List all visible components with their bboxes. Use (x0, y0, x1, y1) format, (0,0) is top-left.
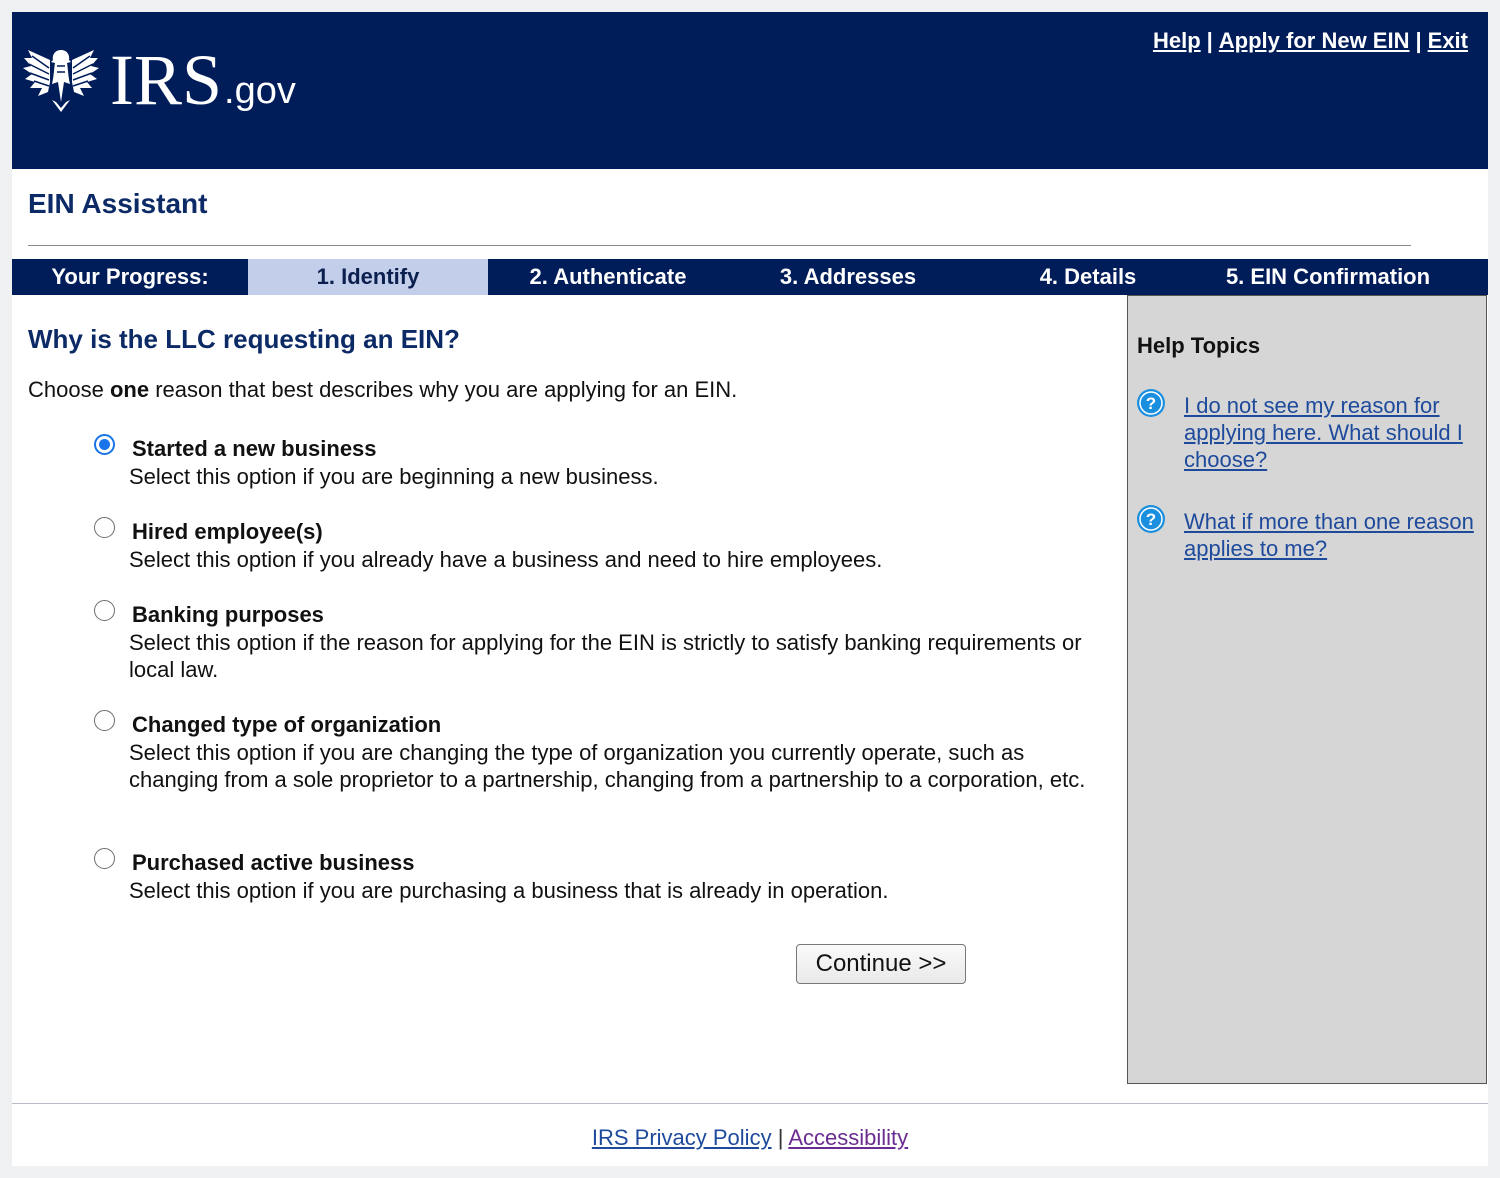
instruction-emphasis: one (109, 377, 150, 402)
help-link[interactable]: Help (1152, 28, 1201, 53)
logo-irs-text: IRS (110, 40, 223, 120)
apply-new-ein-link[interactable]: Apply for New EIN (1218, 28, 1410, 53)
option-description: Select this option if you already have a business and need to hire employees. (129, 547, 883, 572)
svg-text:?: ? (1145, 510, 1157, 529)
instruction-text (28, 377, 737, 403)
progress-step-authenticate: 2. Authenticate (529, 264, 687, 289)
question-mark-icon[interactable] (1136, 504, 1166, 534)
radio-hired-employees[interactable] (94, 517, 115, 538)
separator: | (1415, 28, 1422, 53)
help-topics-heading: Help Topics (1137, 333, 1261, 358)
privacy-policy-link[interactable]: IRS Privacy Policy (591, 1125, 772, 1150)
help-topic-link[interactable]: I do not see my reason for applying here. What should I choose? (1184, 393, 1463, 472)
help-topic-link[interactable]: What if more than one reason applies to me? (1184, 509, 1474, 561)
progress-label: Your Progress: (51, 264, 209, 289)
irs-logo[interactable] (22, 36, 296, 120)
logo-gov-text: .gov (224, 70, 296, 112)
radio-started-new-business[interactable] (94, 434, 115, 455)
radio-banking-purposes[interactable] (94, 600, 115, 621)
top-links (1153, 28, 1468, 54)
title-divider (28, 245, 1411, 246)
separator: | (1206, 28, 1213, 53)
progress-step-ein-confirmation: 5. EIN Confirmation (1225, 264, 1431, 289)
option-description: Select this option if you are changing the type of organization you currently operate, such as changing from a sole proprietor to a partnership, changing from a partnership to a corporation, etc. (129, 740, 1086, 792)
option-title[interactable]: Changed type of organization (132, 712, 442, 737)
option-title[interactable]: Hired employee(s) (132, 519, 323, 544)
exit-link[interactable]: Exit (1427, 28, 1468, 53)
progress-step-addresses: 3. Addresses (779, 264, 917, 289)
site-header (12, 12, 1488, 169)
option-description: Select this option if you are purchasing a business that is already in operation. (129, 878, 889, 903)
eagle-icon (22, 46, 100, 116)
svg-text:?: ? (1145, 394, 1157, 413)
footer (12, 1125, 1488, 1151)
progress-bar (12, 259, 1488, 295)
accessibility-link[interactable]: Accessibility (788, 1125, 909, 1150)
option-title[interactable]: Purchased active business (132, 850, 415, 875)
option-title[interactable]: Started a new business (132, 436, 377, 461)
page (12, 12, 1488, 1166)
progress-step-identify: 1. Identify (248, 259, 488, 295)
question-heading: Why is the LLC requesting an EIN? (28, 324, 460, 354)
help-topics-panel (1127, 295, 1487, 1084)
radio-changed-type-of-organization[interactable] (94, 710, 115, 731)
footer-separator: | (777, 1125, 784, 1150)
question-mark-icon[interactable] (1136, 388, 1166, 418)
footer-divider (12, 1103, 1488, 1104)
option-description: Select this option if the reason for applying for the EIN is strictly to satisfy banking requirements or local law. (129, 630, 1082, 682)
option-title[interactable]: Banking purposes (132, 602, 324, 627)
progress-step-details: 4. Details (1039, 264, 1137, 289)
instruction-after: reason that best describes why you are applying for an EIN. (149, 377, 738, 402)
page-title: EIN Assistant (28, 188, 208, 219)
continue-button[interactable]: Continue >> (796, 944, 966, 984)
option-description: Select this option if you are beginning a new business. (129, 464, 659, 489)
radio-purchased-active-business[interactable] (94, 848, 115, 869)
instruction-before: Choose (28, 377, 110, 402)
